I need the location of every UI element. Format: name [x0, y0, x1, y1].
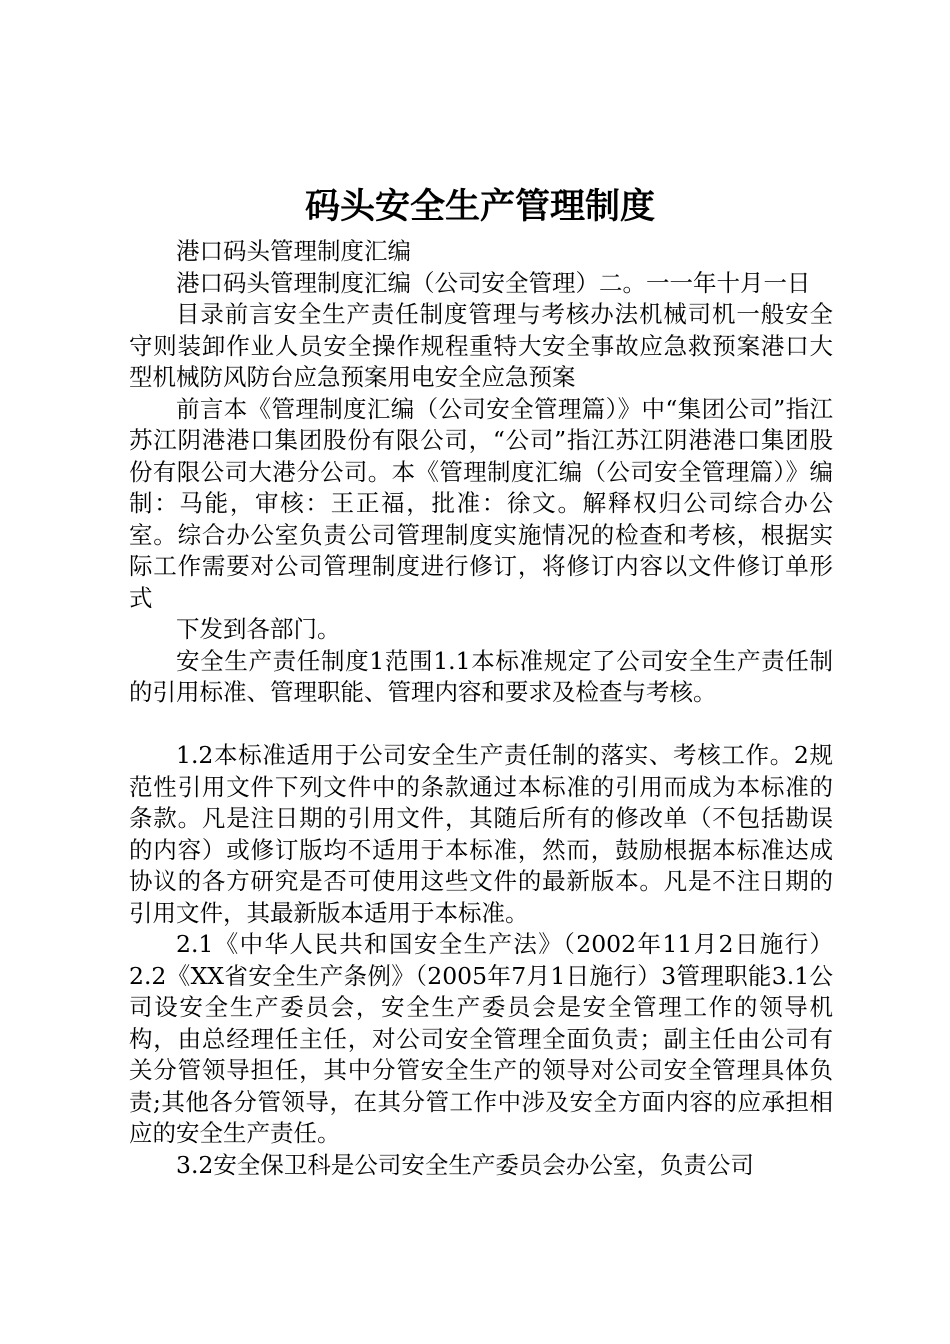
paragraph: 前言本《管理制度汇编（公司安全管理篇）》中“集团公司”指江苏江阴港港口集团股份有限公司，“公司”指江苏江阴港港口集团股份有限公司大港分公司。本《管理制度汇编（公司安全管理篇）》编制：马能，审核：王正福，批准：徐文。解释权归公司综合办公室。综合办公室负责公司管理制度实施情况的检查和考核，根据实际工作需要对公司管理制度进行修订，将修订内容以文件修订单形式: [129, 394, 833, 612]
paragraph: 2.1《中华人民共和国安全生产法》（2002年11月2日施行）2.2《XX省安全生产条例》（2005年7月1日施行）3管理职能3.1公司设安全生产委员会，安全生产委员会是安全管理工作的领导机构，由总经理任主任，对公司安全管理全面负责；副主任由公司有关分管领导担任，其中分管安全生产的领导对公司安全管理具体负责;其他各分管领导，在其分管工作中涉及安全方面内容的应承担相应的安全生产责任。: [129, 930, 833, 1147]
paragraph: 目录前言安全生产责任制度管理与考核办法机械司机一般安全守则装卸作业人员安全操作规程重特大安全事故应急救预案港口大型机械防风防台应急预案用电安全应急预案: [129, 300, 833, 391]
paragraph: 港口码头管理制度汇编: [176, 237, 411, 265]
paragraph: 港口码头管理制度汇编（公司安全管理）二。一一年十月一日: [176, 268, 811, 297]
paragraph: 下发到各部门。: [176, 615, 341, 643]
paragraph: 1.2本标准适用于公司安全生产责任制的落实、考核工作。2规范性引用文件下列文件中的条款通过本标准的引用而成为本标准的条款。凡是注日期的引用文件，其随后所有的修改单（不包括勘误的内容）或修订版均不适用于本标准，然而，鼓励根据本标准达成协议的各方研究是否可使用这些文件的最新版本。凡是不注日期的引用文件，其最新版本适用于本标准。: [129, 741, 833, 927]
paragraph: 安全生产责任制度1范围1.1本标准规定了公司安全生产责任制的引用标准、管理职能、管理内容和要求及检查与考核。: [129, 646, 833, 706]
paragraph: 3.2安全保卫科是公司安全生产委员会办公室，负责公司: [176, 1150, 754, 1179]
document-title: 码头安全生产管理制度: [304, 187, 655, 227]
document-body: [129, 236, 833, 1181]
